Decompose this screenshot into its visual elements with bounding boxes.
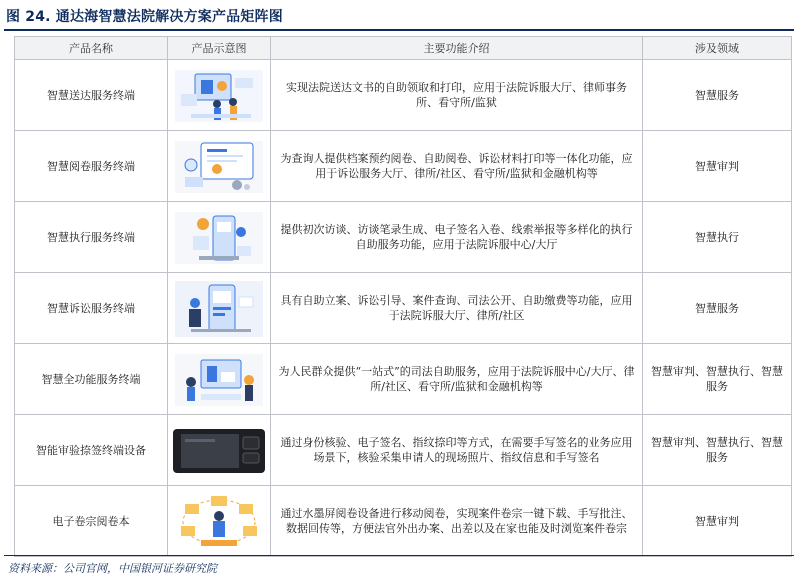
bottom-divider: [4, 555, 794, 556]
figure-title: 图 24. 通达海智慧法院解决方案产品矩阵图: [6, 9, 283, 25]
tablet-device: [169, 419, 269, 481]
product-description: 为查询人提供档案预约阅卷、自助阅卷、诉讼材料打印等一体化功能，应用于诉讼服务大厅、律所/社区、看守所/监狱和金融机构等: [271, 131, 643, 202]
source-note: 资料来源：公司官网，中国银河证券研究院: [8, 562, 217, 575]
table-row: [15, 202, 792, 273]
table-row: [15, 344, 792, 415]
table-row: [15, 415, 792, 486]
product-name: 智慧执行服务终端: [15, 202, 168, 273]
header-product-name: 产品名称: [15, 37, 168, 60]
product-name: 电子卷宗阅卷本: [15, 486, 168, 557]
product-name: 智慧诉讼服务终端: [15, 273, 168, 344]
table-row: [15, 486, 792, 557]
product-name: 智慧全功能服务终端: [15, 344, 168, 415]
product-description: 通过身份核验、电子签名、指纹捺印等方式，在需要手写签名的业务应用场景下，核验采集申请人的现场照片、指纹信息和手写签名: [271, 415, 643, 486]
delivery-illustration: [171, 64, 267, 126]
product-field: 智慧服务: [643, 60, 792, 131]
product-field: 智慧审判、智慧执行、智慧服务: [643, 415, 792, 486]
product-image-cell: [168, 202, 271, 273]
product-field: 智慧服务: [643, 273, 792, 344]
header-main-functions: 主要功能介绍: [271, 37, 643, 60]
allinone-illustration: [171, 348, 267, 410]
ebook-illustration: [171, 490, 267, 552]
product-description: 提供初次访谈、访谈笔录生成、电子签名入卷、线索举报等多样化的执行自助服务功能，应用于法院诉服中心/大厅: [271, 202, 643, 273]
product-image-cell: [168, 344, 271, 415]
table-row: [15, 60, 792, 131]
product-field: 智慧审判、智慧执行、智慧服务: [643, 344, 792, 415]
product-name: 智能审验捺签终端设备: [15, 415, 168, 486]
product-image-cell: [168, 415, 271, 486]
reading-illustration: [171, 135, 267, 197]
execution-illustration: [171, 206, 267, 268]
product-field: 智慧审判: [643, 486, 792, 557]
header-product-image: 产品示意图: [168, 37, 271, 60]
product-matrix-table: [14, 36, 792, 557]
product-image-cell: [168, 60, 271, 131]
product-field: 智慧执行: [643, 202, 792, 273]
product-description: 为人民群众提供“一站式”的司法自助服务，应用于法院诉服中心/大厅、律所/社区、看守所/监狱和金融机构等: [271, 344, 643, 415]
product-name: 智慧送达服务终端: [15, 60, 168, 131]
top-divider: [4, 29, 794, 31]
table-header-row: [15, 37, 792, 60]
product-field: 智慧审判: [643, 131, 792, 202]
table-row: [15, 131, 792, 202]
product-image-cell: [168, 486, 271, 557]
table-row: [15, 273, 792, 344]
litigation-illustration: [171, 277, 267, 339]
product-image-cell: [168, 273, 271, 344]
product-description: 具有自助立案、诉讼引导、案件查询、司法公开、自助缴费等功能，应用于法院诉服大厅、律所/社区: [271, 273, 643, 344]
header-fields: 涉及领域: [643, 37, 792, 60]
product-description: 通过水墨屏阅卷设备进行移动阅卷，实现案件卷宗一键下载、手写批注、数据回传等，方便法官外出办案、出差以及在家也能及时浏览案件卷宗: [271, 486, 643, 557]
product-description: 实现法院送达文书的自助领取和打印，应用于法院诉服大厅、律师事务所、看守所/监狱: [271, 60, 643, 131]
product-image-cell: [168, 131, 271, 202]
product-name: 智慧阅卷服务终端: [15, 131, 168, 202]
